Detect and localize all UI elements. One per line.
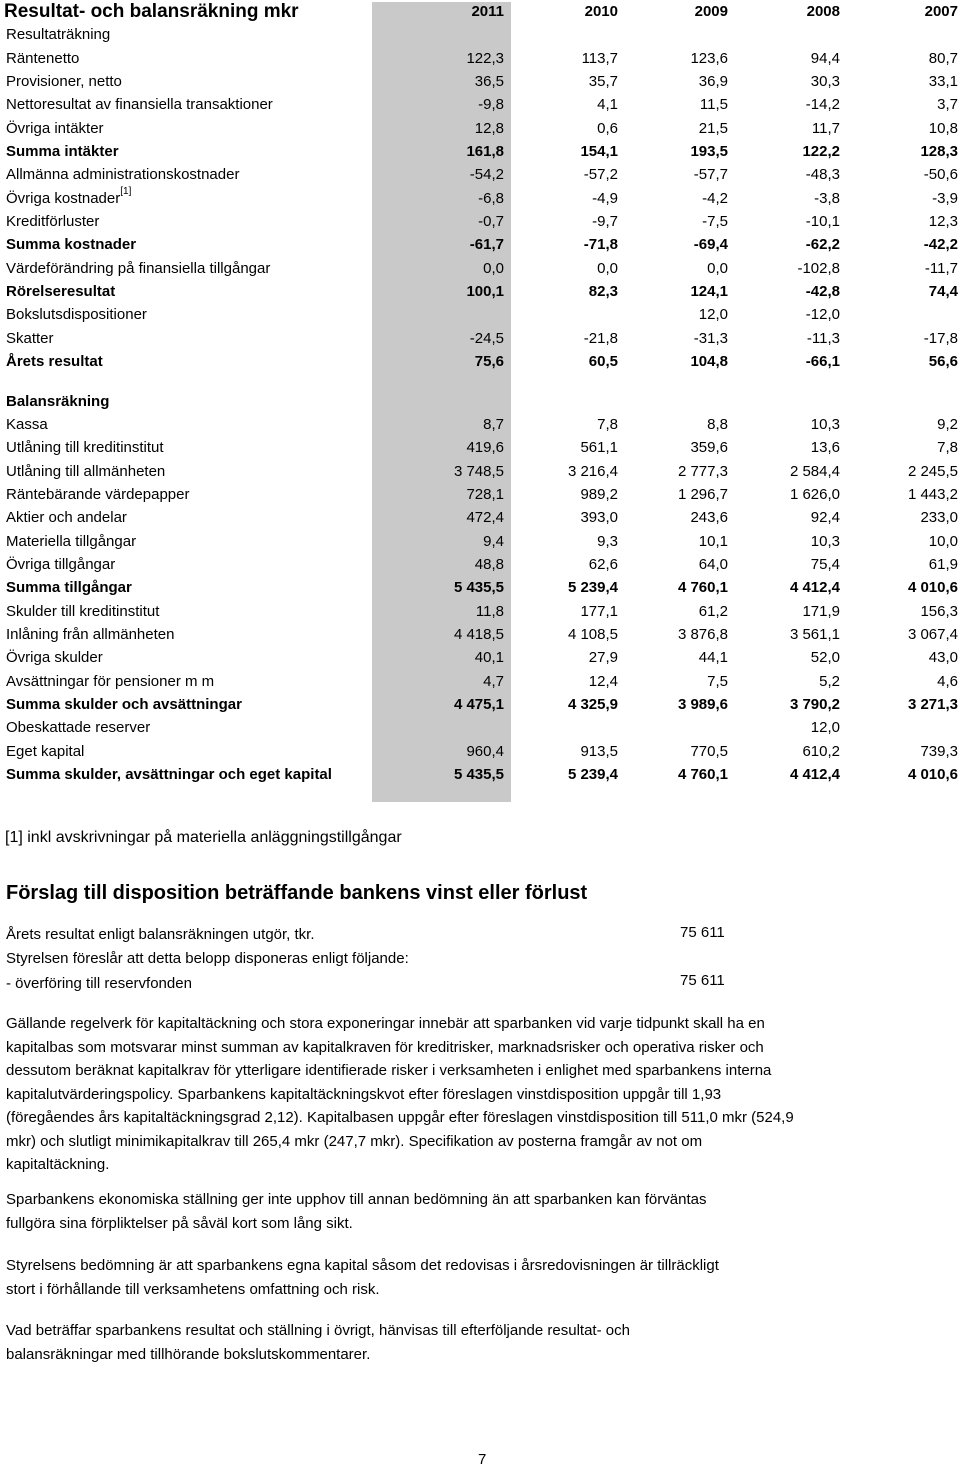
row-label [0,530,370,553]
row-label-text: Summa tillgångar [6,579,132,597]
row-label-text: Aktier och andelar [6,509,127,527]
value-cell: -4,2 [702,189,728,207]
value-cell: -3,8 [814,189,840,207]
row-label-text: Kassa [6,415,48,433]
value-cell: 243,6 [690,509,728,527]
value-cell: 36,9 [698,73,728,91]
value-cell: 11,8 [475,602,504,620]
row-label [0,257,370,280]
value-cell: 561,1 [580,439,618,457]
value-cell: 74,4 [928,283,958,301]
value-cell: 56,6 [928,353,958,371]
proposal-value-result: 75 611 [680,924,725,941]
value-cell: 4 475,1 [453,695,504,713]
value-cell: 52,0 [810,649,840,667]
value-cell: 7,8 [937,439,958,457]
value-cell: 4,6 [937,672,958,690]
table-row [0,670,960,693]
table-row [0,460,960,483]
value-cell: 100,1 [466,283,504,301]
value-cell: 154,1 [580,143,618,161]
value-cell: 75,6 [474,353,504,371]
table-row [0,623,960,646]
proposal-line-result: Årets resultat enligt balansräkningen utgör, tkr. [6,926,315,943]
value-cell [840,716,960,739]
value-cell: -17,8 [923,329,958,347]
row-label-text: Rörelseresultat [6,283,116,301]
row-label-text: Obeskattade reserver [6,719,151,737]
proposal-value-reserve: 75 611 [680,972,725,989]
value-cell: -42,2 [923,236,958,254]
value-cell: 48,8 [474,555,504,573]
value-cell: 4 108,5 [567,625,618,643]
value-cell: 728,1 [466,485,504,503]
value-cell: -7,5 [702,213,728,231]
value-cell: 3,7 [937,96,958,114]
row-label [0,483,370,506]
value-cell: 177,1 [580,602,618,620]
table-row [0,210,960,233]
value-cell: 2 245,5 [907,462,958,480]
value-cell: 610,2 [802,742,840,760]
value-cell: -9,8 [478,96,504,114]
row-label-text: Nettoresultat av finansiella transaktioner [6,96,273,114]
row-label [0,506,370,529]
value-cell: 12,0 [698,306,728,324]
spacer-cell [0,374,960,390]
value-cell: 4 760,1 [677,579,728,597]
value-cell: 64,0 [698,555,728,573]
value-cell: 8,8 [707,415,728,433]
value-cell: 161,8 [466,143,504,161]
proposal-line-board: Styrelsen föreslår att detta belopp disponeras enligt följande: [6,950,409,967]
row-label [0,460,370,483]
row-label-text: Summa skulder och avsättningar [6,695,242,713]
value-cell: 94,4 [810,49,840,67]
value-cell: 122,2 [802,143,840,161]
value-cell: 3 790,2 [789,695,840,713]
row-label [0,693,370,716]
value-cell: 2 777,3 [677,462,728,480]
row-label-text: Materiella tillgångar [6,532,137,550]
value-cell: 7,5 [707,672,728,690]
value-cell: 393,0 [580,509,618,527]
value-cell: -0,7 [478,213,504,231]
table-row [0,257,960,280]
table-row [0,763,960,786]
row-label [0,670,370,693]
row-label-text: Årets resultat [6,353,103,371]
value-cell: 62,6 [588,555,618,573]
table-row [0,117,960,140]
value-cell: -4,9 [592,189,618,207]
value-cell: -69,4 [693,236,728,254]
value-cell: -11,7 [924,259,958,277]
value-cell [509,303,618,326]
table-row [0,553,960,576]
table-row [0,327,960,350]
value-cell [370,716,509,739]
row-label-text: Utlåning till allmänheten [6,462,166,480]
value-cell: 128,3 [920,143,958,161]
spacer-row [0,374,960,390]
footnote: [1] inkl avskrivningar på materiella anläggningstillgångar [5,829,402,846]
value-cell: 60,5 [588,353,618,371]
value-cell: -71,8 [583,236,618,254]
row-label [0,600,370,623]
value-cell: 122,3 [466,49,504,67]
value-cell [370,390,509,413]
paragraph-financial-position: Sparbankens ekonomiska ställning ger inte upphov till annan bedömning än att sparbanken kan förväntas fullgöra sina förpliktelser på såväl kort som lång sikt. [6,1191,707,1232]
value-cell: 9,3 [597,532,618,550]
value-cell: 0,0 [597,259,618,277]
table-row [0,530,960,553]
table-row [0,740,960,763]
row-label-text: Summa intäkter [6,143,119,161]
value-cell: 3 271,3 [907,695,958,713]
value-cell: 9,4 [483,532,504,550]
table-row [0,716,960,739]
row-label-text: Räntebärande värdepapper [6,485,190,503]
table-row [0,436,960,459]
value-cell: 5 239,4 [567,766,618,783]
row-label-text: Bokslutsdispositioner [6,306,147,324]
row-label-text: Balansräkning [6,392,110,410]
value-cell: 75,4 [810,555,840,573]
paragraph-capital: Gällande regelverk för kapitaltäckning och stora exponeringar innebär att sparbanken vid varje tidpunkt skall ha en kapitalbas som motsvarar minst summan av kapitalkraven för kreditrisker, marknadsrisker och operativa risker och dessutom beräknat kapitalkrav för ytterligare identifierade risker i verksamheten i enlighet med sparbankens interna kapitalutvärderingspolicy. Sparbankens kapitaltäckningskvot efter föreslagen vinstdisposition uppgår till 1,93 (föregåendes års kapitaltäckningsgrad 2,12). Kapitalbasen uppgår efter föreslagen vinstdisposition till 511,0 mkr (524,9 mkr) och slutligt minimikapitalkrav till 265,4 mkr (247,7 mkr). Specifikation av posterna framgår av not om kapitaltäckning. [6,1015,794,1173]
value-cell: -50,6 [923,166,958,184]
value-cell: 5,2 [819,672,840,690]
value-cell: 1 626,0 [789,485,840,503]
value-cell: 10,1 [698,532,728,550]
row-label [0,303,370,326]
table-row [0,187,960,210]
row-label [0,233,370,256]
value-cell: 0,6 [597,119,618,137]
value-cell: 3 216,4 [567,462,618,480]
row-label-text: Skulder till kreditinstitut [6,602,160,620]
value-cell: -12,0 [805,306,840,324]
row-label [0,350,370,373]
value-cell: 11,7 [811,119,840,137]
value-cell [728,23,840,46]
row-label [0,327,370,350]
value-cell: 13,6 [810,439,840,457]
row-label-text: Inlåning från allmänheten [6,625,175,643]
value-cell: 3 989,6 [677,695,728,713]
table-row [0,280,960,303]
row-label [0,23,370,46]
value-cell [618,716,728,739]
row-label-text: Övriga kostnader [6,189,121,207]
row-label-text: Räntenetto [6,49,80,67]
value-cell: 2 584,4 [789,462,840,480]
value-cell: 4,7 [483,672,504,690]
year-header: 2008 [806,3,840,20]
value-cell: -57,2 [583,166,618,184]
value-cell: 913,5 [580,742,618,760]
row-label [0,93,370,116]
value-cell: 33,1 [928,73,958,91]
row-label-text: Utlåning till kreditinstitut [6,439,164,457]
value-cell: 10,3 [810,532,840,550]
value-cell: 4 412,4 [789,579,840,597]
value-cell: -42,8 [805,283,840,301]
value-cell: 739,3 [920,742,958,760]
value-cell: 82,3 [588,283,618,301]
row-label [0,553,370,576]
value-cell: 9,2 [937,415,958,433]
value-cell: -31,3 [693,329,728,347]
value-cell: 12,3 [928,213,958,231]
value-cell: 4 010,6 [907,766,958,783]
value-cell: 7,8 [597,415,618,433]
row-label-text: Skatter [6,329,54,347]
row-label [0,210,370,233]
value-cell: 8,7 [483,415,504,433]
value-cell: -3,9 [932,189,958,207]
value-cell: 193,5 [690,143,728,161]
value-cell: -57,7 [693,166,728,184]
value-cell: -24,5 [469,329,504,347]
value-cell: 35,7 [588,73,618,91]
value-cell [618,23,728,46]
row-label [0,436,370,459]
row-label-text: Provisioner, netto [6,73,122,91]
value-cell: 61,9 [928,555,958,573]
row-label [0,740,370,763]
value-cell: -11,3 [806,329,840,347]
value-cell: -10,1 [805,213,840,231]
row-label [0,646,370,669]
value-cell: 21,5 [698,119,728,137]
table-row [0,413,960,436]
value-cell [370,303,509,326]
value-cell: 3 876,8 [677,625,728,643]
footnote-marker: [1] [120,185,132,197]
value-cell: 770,5 [690,742,728,760]
table-row [0,47,960,70]
row-label [0,763,370,786]
value-cell: 5 239,4 [567,579,618,597]
table-row [0,93,960,116]
value-cell: 12,8 [474,119,504,137]
table-row [0,693,960,716]
paragraph-reference: Vad beträffar sparbankens resultat och ställning i övrigt, hänvisas till efterföljande resultat- och balansräkningar med tillhörande bokslutskommentarer. [6,1322,630,1363]
value-cell: 124,1 [690,283,728,301]
value-cell: 10,0 [928,532,958,550]
value-cell: -54,2 [469,166,504,184]
value-cell: 4 418,5 [453,625,504,643]
value-cell: 12,4 [588,672,618,690]
table-row [0,23,960,46]
year-header: 2010 [584,3,618,20]
table-row [0,303,960,326]
value-cell: 5 435,5 [453,766,504,783]
row-label [0,716,370,739]
row-label [0,390,370,413]
row-label-text: Summa kostnader [6,236,137,254]
row-label-text: Summa skulder, avsättningar och eget kapital [6,766,332,783]
value-cell [840,23,960,46]
table-row [0,163,960,186]
table-row [0,646,960,669]
value-cell: -102,8 [797,259,840,277]
row-label [0,187,370,210]
value-cell [840,303,960,326]
value-cell: 10,8 [928,119,958,137]
value-cell: 104,8 [690,353,728,371]
table-row [0,576,960,599]
proposal-line-reserve: - överföring till reservfonden [6,975,192,992]
value-cell: 61,2 [698,602,728,620]
row-label [0,47,370,70]
table-row [0,600,960,623]
value-cell: 359,6 [690,439,728,457]
row-label [0,117,370,140]
row-label-text: Allmänna administrationskostnader [6,166,240,184]
value-cell: 11,5 [699,96,728,114]
value-cell: 0,0 [483,259,504,277]
value-cell: 10,3 [810,415,840,433]
value-cell: -6,8 [478,189,504,207]
value-cell: 1 296,7 [677,485,728,503]
row-label [0,623,370,646]
row-label [0,140,370,163]
value-cell: 0,0 [707,259,728,277]
value-cell [509,716,618,739]
table-row [0,70,960,93]
value-cell: -21,8 [583,329,618,347]
table-row [0,390,960,413]
value-cell: 5 435,5 [453,579,504,597]
paragraph-equity-assessment: Styrelsens bedömning är att sparbankens egna kapital såsom det redovisas i årsredovisningen är tillräckligt stort i förhållande till verksamhetens omfattning och risk. [6,1257,719,1298]
row-label [0,280,370,303]
value-cell [509,390,618,413]
value-cell: -61,7 [469,236,504,254]
table-row [0,140,960,163]
value-cell: 44,1 [698,649,728,667]
value-cell [840,390,960,413]
table-header-row [0,0,960,23]
value-cell: -62,2 [805,236,840,254]
value-cell: 171,9 [802,602,840,620]
value-cell: 3 561,1 [789,625,840,643]
year-header: 2011 [471,3,504,20]
value-cell: 989,2 [580,485,618,503]
value-cell: 4 010,6 [907,579,958,597]
page-number: 7 [478,1451,487,1468]
proposal-title: Förslag till disposition beträffande bankens vinst eller förlust [6,882,588,904]
value-cell: 92,4 [810,509,840,527]
value-cell: 4,1 [597,96,618,114]
value-cell: 80,7 [928,49,958,67]
value-cell: 123,6 [690,49,728,67]
value-cell [728,390,840,413]
row-label-text: Övriga skulder [6,649,103,667]
year-header: 2007 [924,3,958,20]
value-cell: 4 760,1 [677,766,728,783]
table-row [0,350,960,373]
value-cell: -66,1 [805,353,840,371]
value-cell: 4 325,9 [567,695,618,713]
row-label [0,413,370,436]
value-cell: 3 748,5 [453,462,504,480]
row-label-text: Resultaträkning [6,26,111,44]
year-header: 2009 [694,3,728,20]
value-cell: 43,0 [928,649,958,667]
row-label-text: Eget kapital [6,742,85,760]
row-label-text: Avsättningar för pensioner m m [6,672,215,690]
value-cell: 1 443,2 [907,485,958,503]
value-cell: 4 412,4 [789,766,840,783]
value-cell: 30,3 [810,73,840,91]
value-cell: 419,6 [466,439,504,457]
row-label [0,70,370,93]
row-label [0,163,370,186]
row-label-text: Övriga intäkter [6,119,104,137]
value-cell [618,390,728,413]
value-cell: 12,0 [810,719,840,737]
table-title: Resultat- och balansräkning mkr [4,1,299,22]
value-cell: 233,0 [920,509,958,527]
value-cell: -48,3 [805,166,840,184]
row-label [0,576,370,599]
value-cell: -14,2 [805,96,840,114]
value-cell: 3 067,4 [907,625,958,643]
value-cell: 40,1 [474,649,504,667]
value-cell: 113,7 [581,49,618,67]
value-cell [509,23,618,46]
table-row [0,506,960,529]
row-label-text: Kreditförluster [6,213,100,231]
row-label-text: Värdeförändring på finansiella tillgångar [6,259,271,277]
value-cell: -9,7 [592,213,618,231]
value-cell: 156,3 [920,602,958,620]
table-row [0,233,960,256]
row-label-text: Övriga tillgångar [6,555,116,573]
value-cell: 472,4 [466,509,504,527]
value-cell: 960,4 [466,742,504,760]
value-cell [370,23,509,46]
table-row [0,483,960,506]
value-cell: 36,5 [474,73,504,91]
value-cell: 27,9 [588,649,618,667]
